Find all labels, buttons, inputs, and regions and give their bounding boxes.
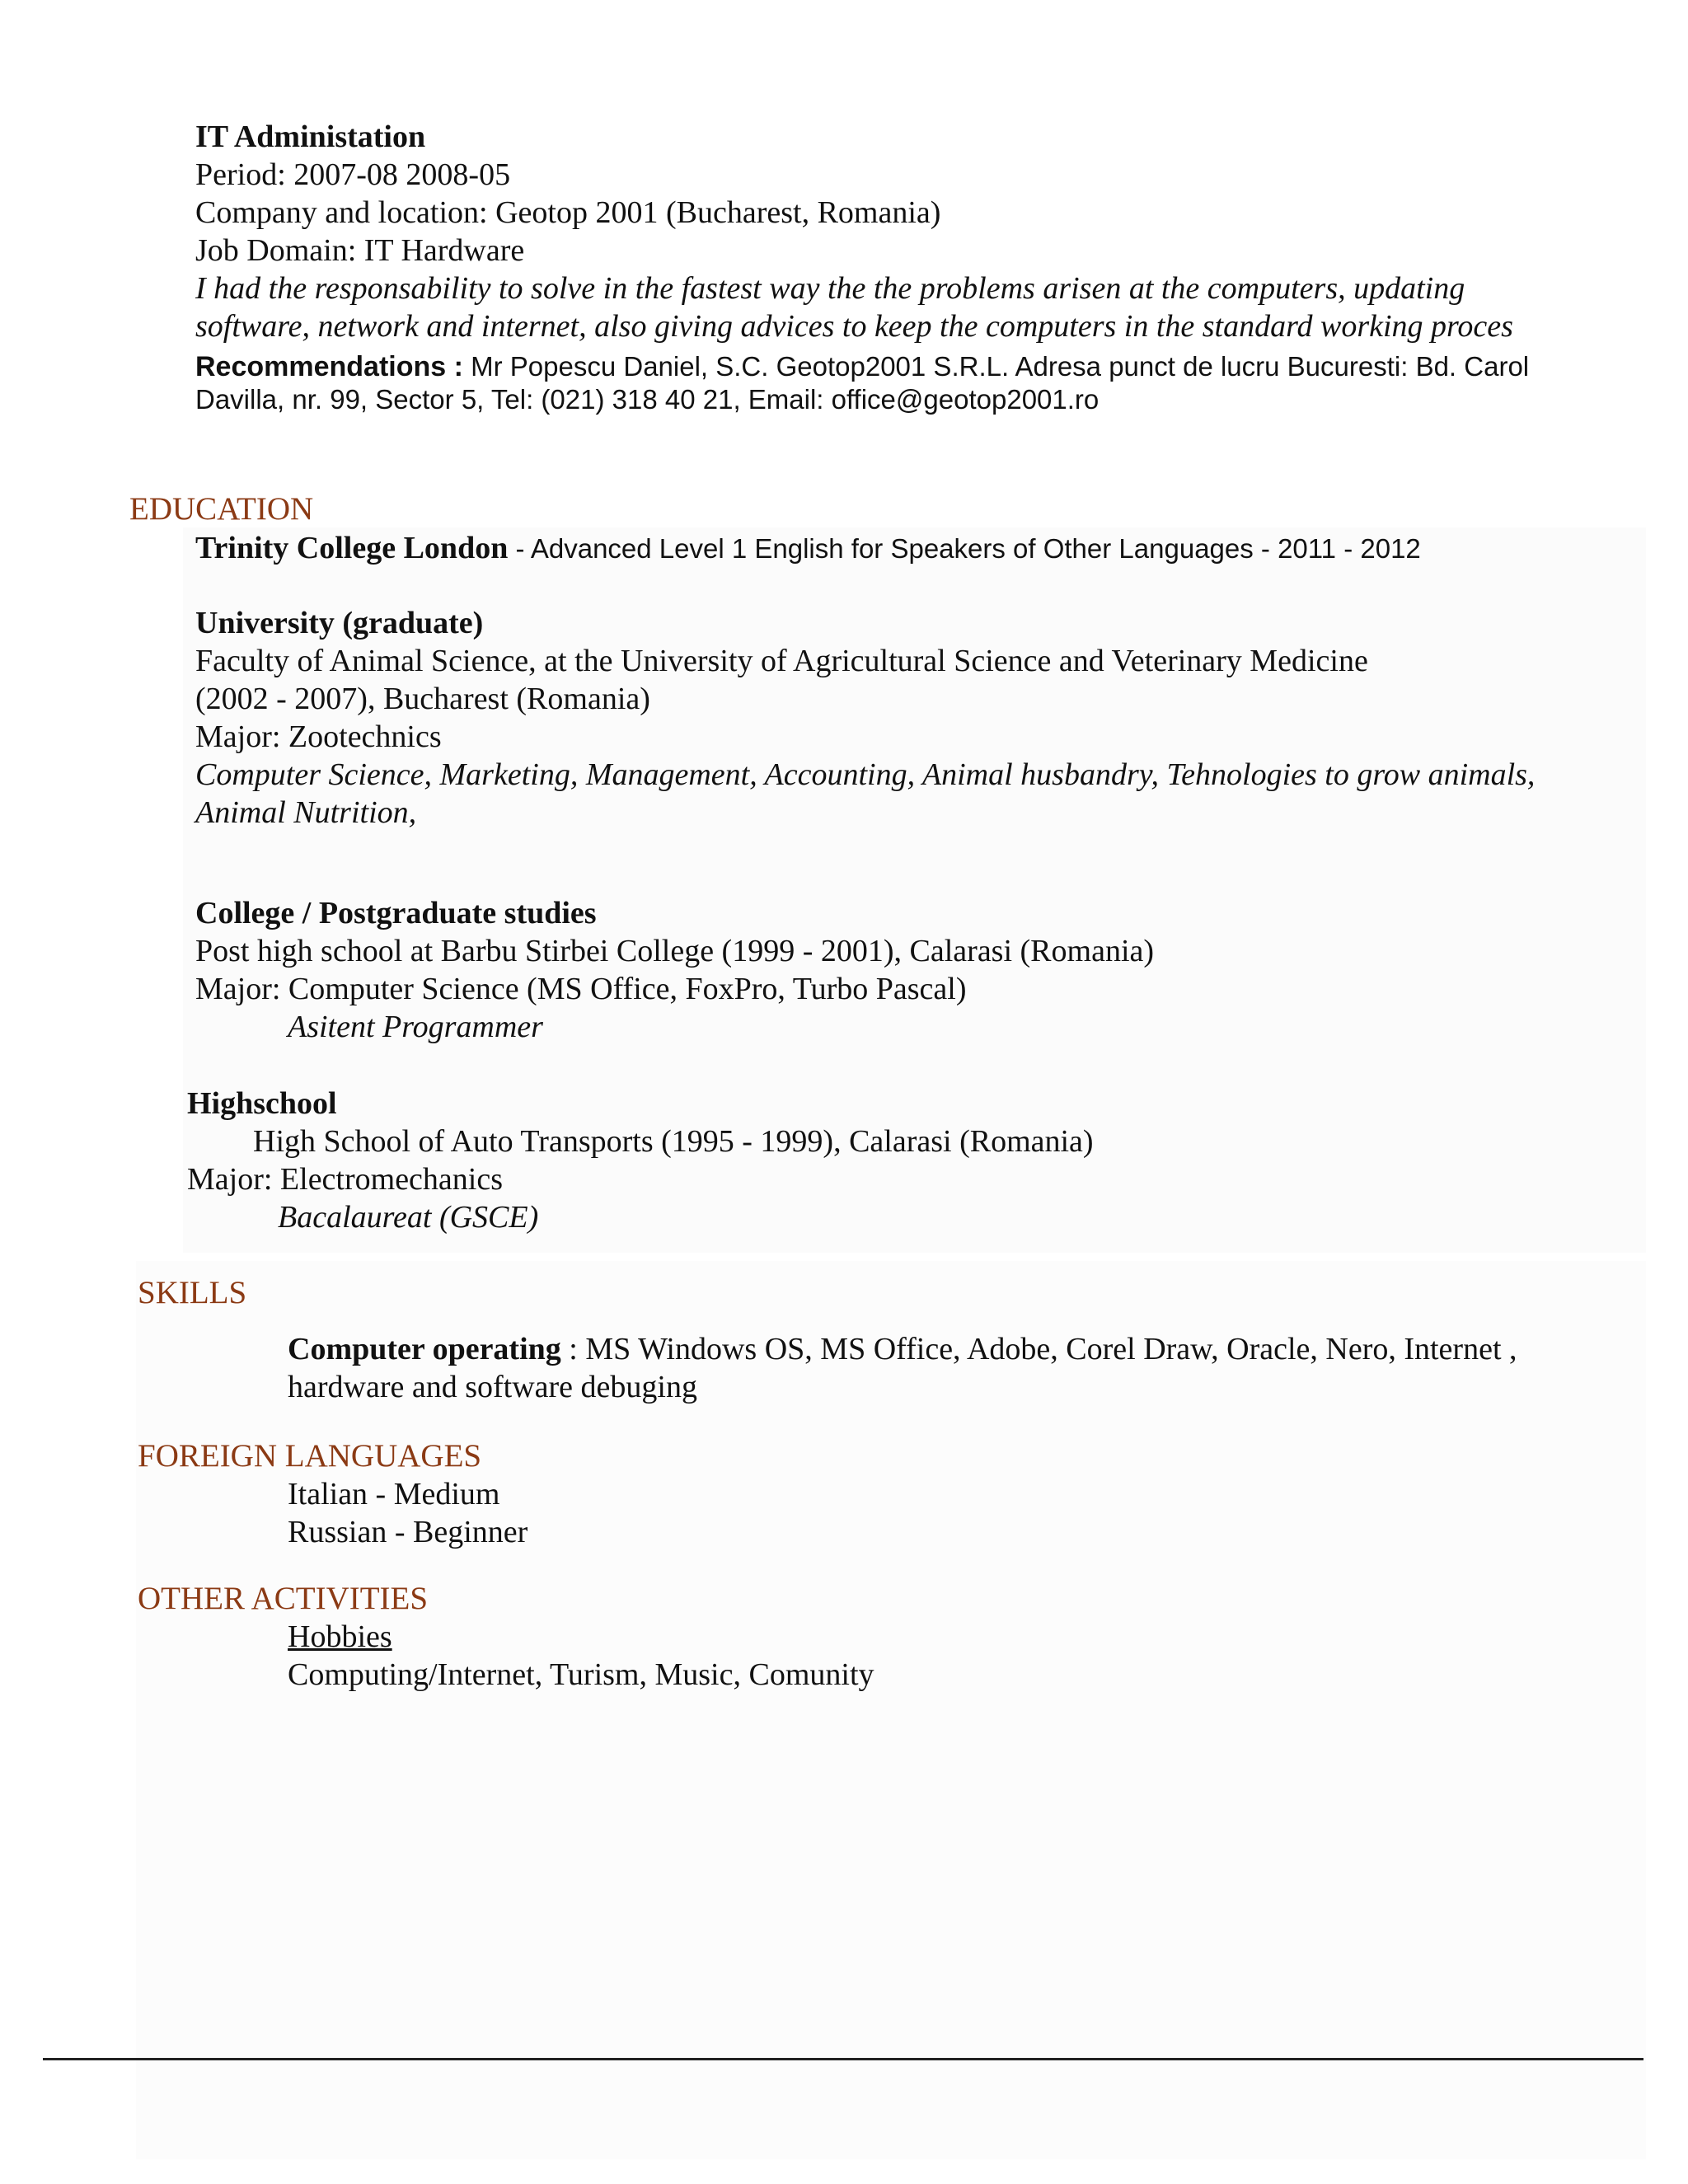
highschool-major: Major: Electromechanics [187,1162,504,1197]
trinity-name: Trinity College London [195,531,509,565]
highschool-line1: High School of Auto Transports (1995 - 1999), Calarasi (Romania) [253,1124,1094,1159]
university-subjects-line2: Animal Nutrition, [195,795,417,830]
language-item: Russian - Beginner [288,1515,528,1549]
skills-line2: hardware and software debuging [288,1370,697,1404]
education-trinity [195,529,1421,568]
hobbies-list: Computing/Internet, Turism, Music, Comunity [288,1657,874,1692]
job-company: Company and location: Geotop 2001 (Bucharest, Romania) [195,195,941,230]
activities-heading: OTHER ACTIVITIES [138,1581,429,1616]
university-line1: Faculty of Animal Science, at the University of Agricultural Science and Veterinary Medicine [195,644,1368,678]
hobbies-label: Hobbies [288,1619,392,1654]
skills-list: : MS Windows OS, MS Office, Adobe, Corel Draw, Oracle, Nero, Internet , [560,1332,1517,1366]
footer-divider [43,2058,1643,2060]
college-major: Major: Computer Science (MS Office, FoxPro, Turbo Pascal) [195,972,967,1006]
job-domain: Job Domain: IT Hardware [195,233,525,268]
college-line1: Post high school at Barbu Stirbei College (1999 - 2001), Calarasi (Romania) [195,934,1155,968]
skills-label: Computer operating [288,1332,561,1366]
language-item: Italian - Medium [288,1477,500,1511]
job-recommendations [195,347,1529,386]
languages-heading: FOREIGN LANGUAGES [138,1438,482,1474]
university-subjects-line1: Computer Science, Marketing, Management, Accounting, Animal husbandry, Tehnologies to grow animals, [195,757,1536,792]
recommendations-line1: Mr Popescu Daniel, S.C. Geotop2001 S.R.L. Adresa punct de lucru Bucuresti: Bd. Carol [462,351,1530,382]
job-description-line2: software, network and internet, also giving advices to keep the computers in the standard working proces [195,309,1513,344]
highschool-degree: Bacalaureat (GSCE) [278,1200,539,1235]
education-heading: EDUCATION [129,491,314,527]
highschool-title: Highschool [187,1086,337,1121]
trinity-detail: - Advanced Level 1 English for Speakers of Other Languages - 2011 - 2012 [508,533,1421,564]
university-title: University (graduate) [195,606,484,640]
college-degree: Asitent Programmer [288,1010,543,1044]
job-title: IT Administation [195,120,426,154]
skills-line1 [288,1330,1517,1368]
job-period: Period: 2007-08 2008-05 [195,157,511,192]
skills-heading: SKILLS [138,1275,247,1310]
recommendations-label: Recommendations : [195,351,463,382]
university-major: Major: Zootechnics [195,719,442,754]
recommendations-line2: Davilla, nr. 99, Sector 5, Tel: (021) 318 40 21, Email: office@geotop2001.ro [195,384,1100,415]
college-title: College / Postgraduate studies [195,896,597,930]
job-description-line1: I had the responsability to solve in the fastest way the the problems arisen at the computers, updating [195,271,1465,306]
university-line2: (2002 - 2007), Bucharest (Romania) [195,682,650,716]
